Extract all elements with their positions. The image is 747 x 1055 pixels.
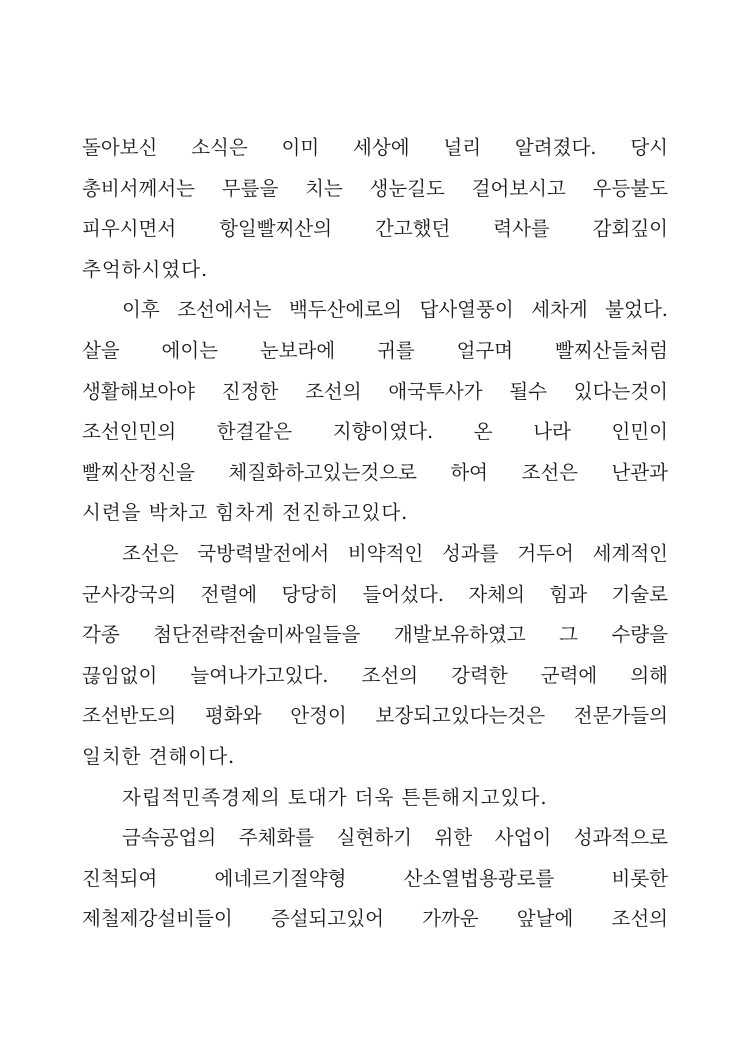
paragraph-start-line: 금속공업의 주체화를 실현하기 위한 사업이 성과적으로 [122,826,668,850]
text-line: 시련을 박차고 힘차게 전진하고있다. [82,501,409,525]
text-line: 진척되여 에네르기절약형 산소열법용광로를 비롯한 [82,866,668,890]
text-line: 일치한 견해이다. [82,744,236,768]
article-body [82,128,668,940]
paragraph-start-line: 자립적민족경제의 토대가 더욱 튼튼해지고있다. [122,785,548,809]
text-line: 추억하시였다. [82,257,209,281]
text-line: 군사강국의 전렬에 당당히 들어섰다. 자체의 힘과 기술로 [82,582,668,606]
text-line: 제철제강설비들이 증설되고있어 가까운 앞날에 조선의 [82,907,668,931]
text-line: 돌아보신 소식은 이미 세상에 널리 알려졌다. 당시 [82,136,668,159]
text-line: 총비서께서는 무릎을 치는 생눈길도 걸어보시고 우등불도 [82,176,668,200]
text-line: 조선반도의 평화와 안정이 보장되고있다는것은 전문가들의 [82,704,668,728]
text-line: 끊임없이 늘여나가고있다. 조선의 강력한 군력에 의해 [82,663,668,687]
text-line: 빨찌산정신을 체질화하고있는것으로 하여 조선은 난관과 [82,460,668,484]
text-line: 생활해보아야 진정한 조선의 애국투사가 될수 있다는것이 [82,379,668,403]
text-line: 피우시면서 항일빨찌산의 간고했던 력사를 감회깊이 [82,217,668,241]
text-line: 살을 에이는 눈보라에 귀를 얼구며 빨찌산들처럼 [82,338,668,362]
text-line: 각종 첨단전략전술미싸일들을 개발보유하였고 그 수량을 [82,623,668,647]
paragraph-start-line: 조선은 국방력발전에서 비약적인 성과를 거두어 세계적인 [122,541,668,565]
paragraph-start-line: 이후 조선에서는 백두산에로의 답사열풍이 세차게 불었다. [122,298,668,322]
text-line: 조선인민의 한결같은 지향이였다. 온 나라 인민이 [82,420,668,444]
